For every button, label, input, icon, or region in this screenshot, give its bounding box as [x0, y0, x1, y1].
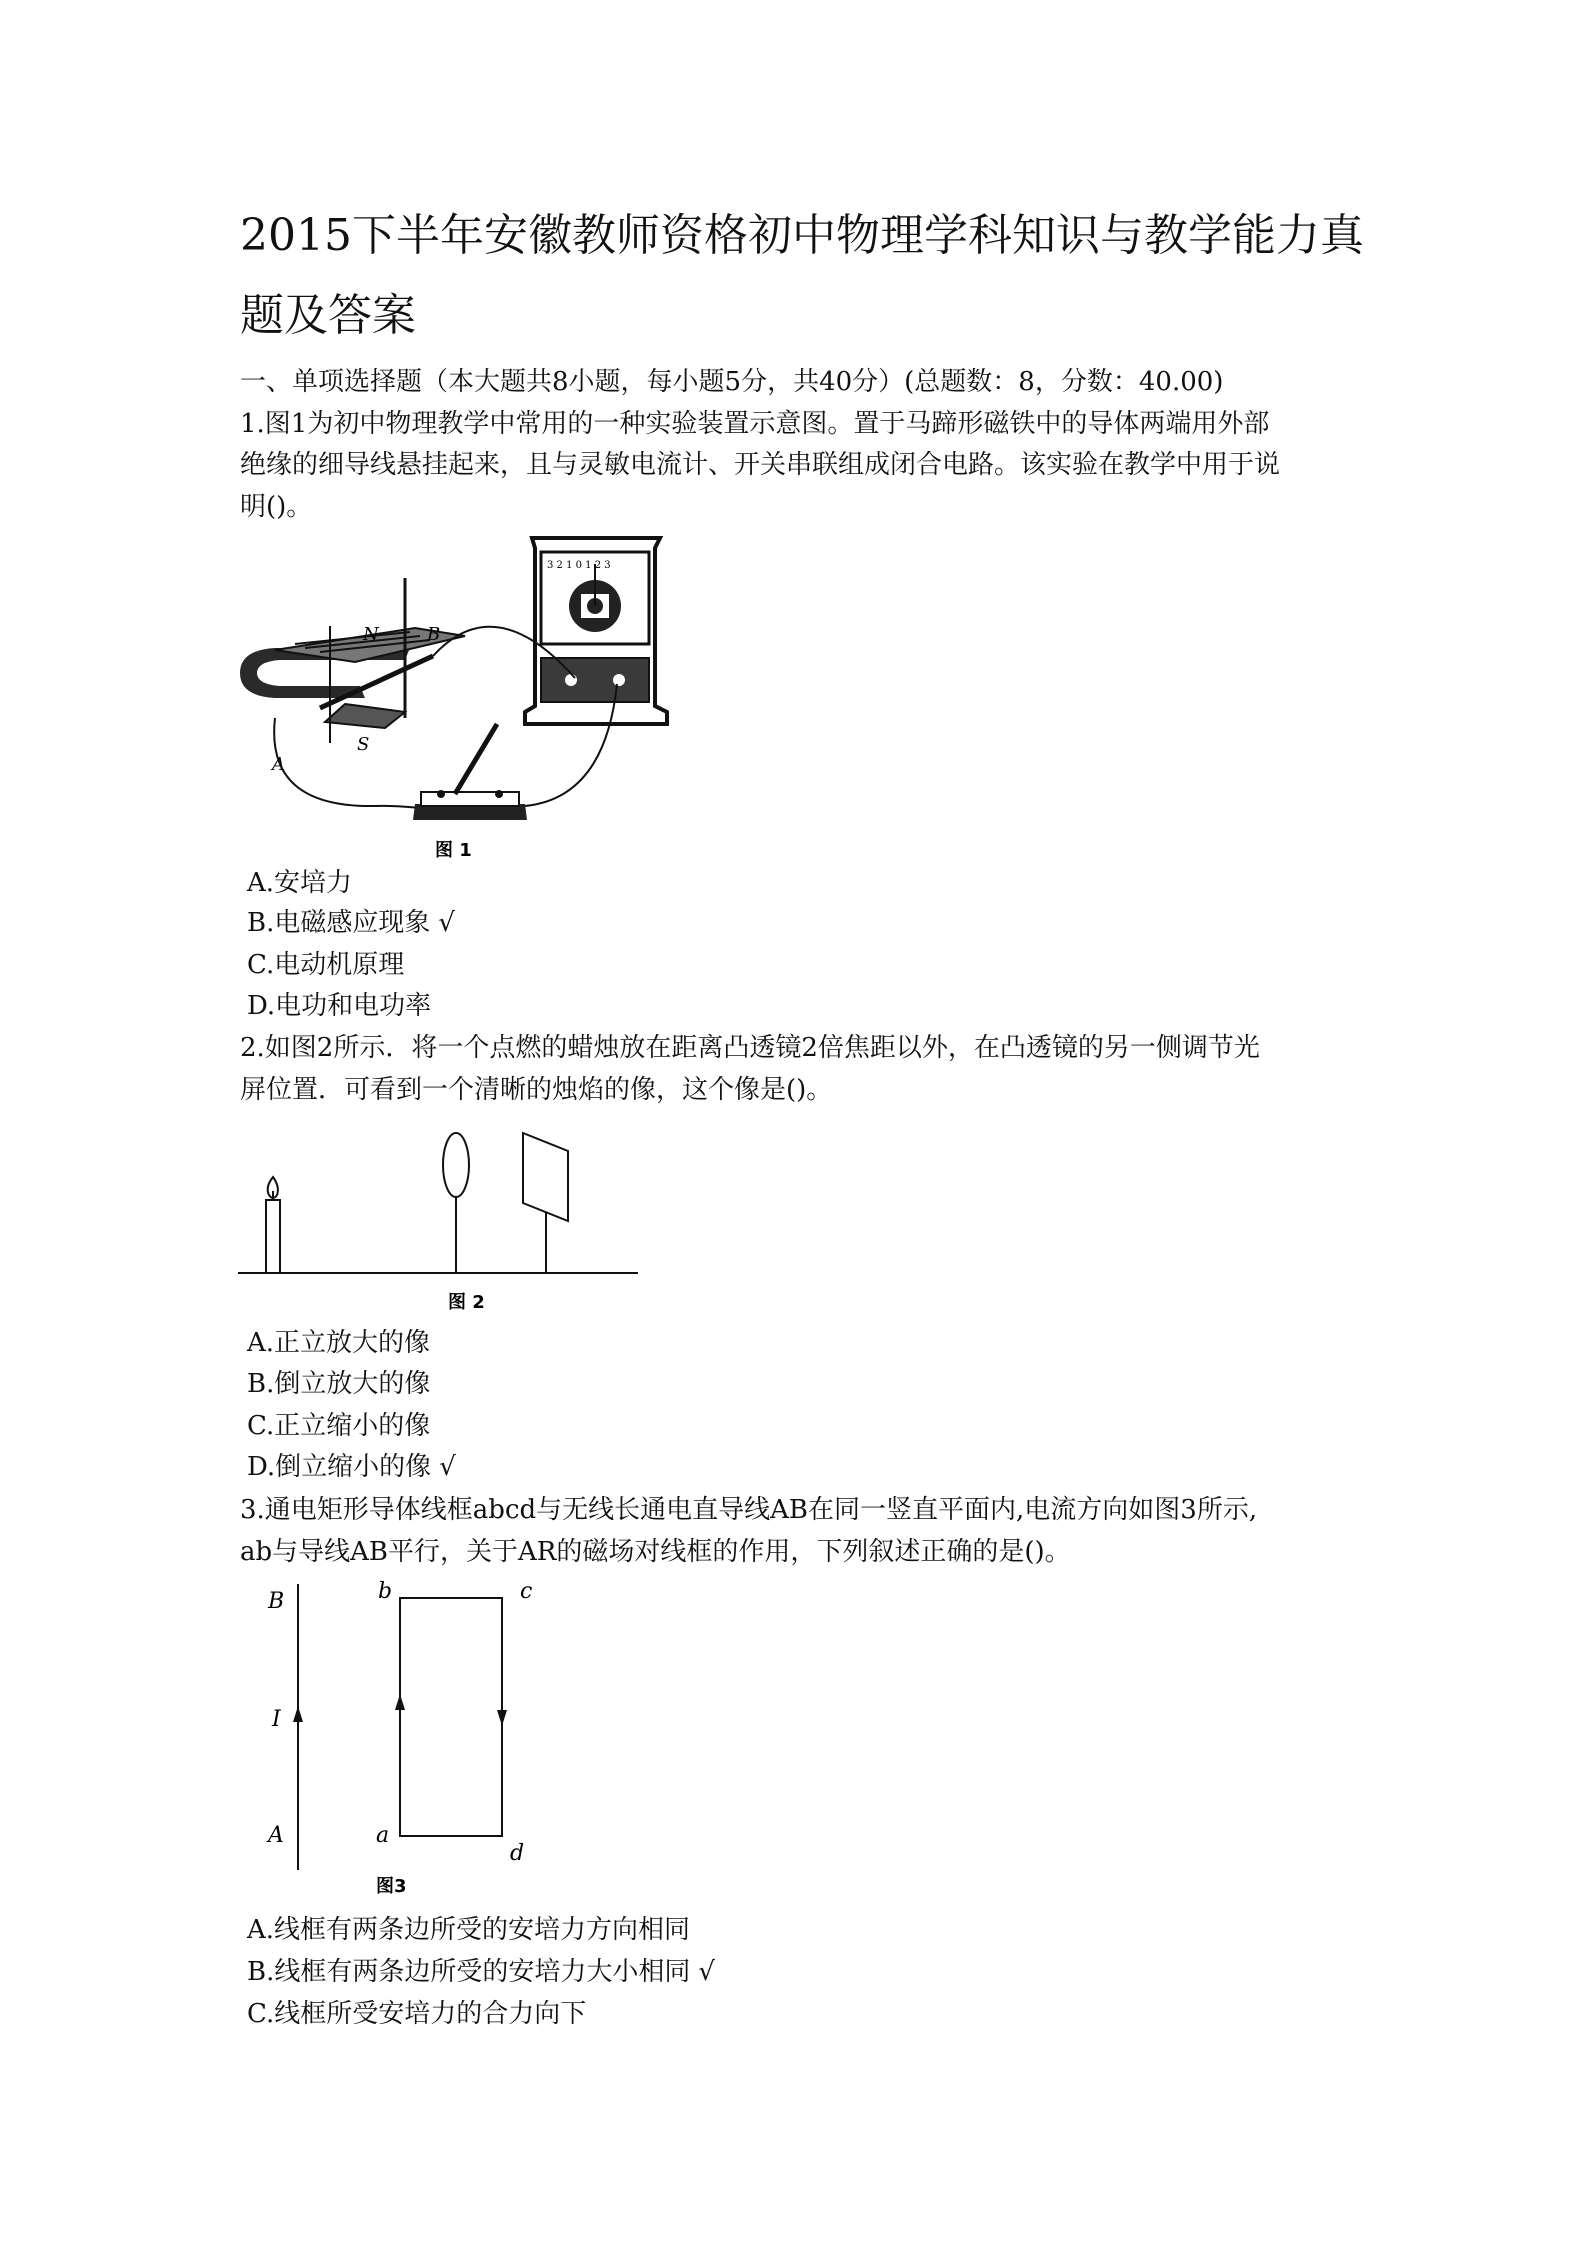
label-A: A	[272, 754, 285, 775]
label-B: B	[268, 1589, 285, 1614]
knife-switch	[413, 724, 527, 820]
label-S: S	[357, 734, 370, 755]
rectangular-loop-abcd	[400, 1598, 502, 1836]
q1-option-d: D.电功和电功率	[247, 991, 432, 1021]
correct-answer-check-icon: √	[439, 1452, 456, 1482]
q1-option-b: B.电磁感应现象 √	[247, 908, 455, 938]
q1-text-line-1: 1.图1为初中物理教学中常用的一种实验装置示意图。置于马蹄形磁铁中的导体两端用外部	[240, 409, 1270, 439]
q3-text-line-1: 3.通电矩形导体线框abcd与无线长通电直导线AB在同一竖直平面内,电流方向如图3所示,	[240, 1495, 1258, 1525]
label-I: I	[272, 1707, 281, 1732]
q1-text-line-3: 明()。	[240, 492, 313, 522]
figure-3-wire-and-loop	[240, 1570, 570, 1900]
label-N: N	[363, 624, 379, 645]
q2-text-line-1: 2.如图2所示．将一个点燃的蜡烛放在距离凸透镜2倍焦距以外，在凸透镜的另一侧调节光	[240, 1033, 1260, 1063]
q3-text-line-2: ab与导线AB平行，关于AR的磁场对线框的作用，下列叙述正确的是()。	[240, 1537, 1071, 1567]
q2-text-line-2: 屏位置．可看到一个清晰的烛焰的像，这个像是()。	[240, 1075, 833, 1105]
q2-option-c: C.正立缩小的像	[247, 1411, 431, 1441]
figure-3-caption: 图3	[376, 1876, 407, 1897]
loop-current-arrow-up	[395, 1694, 405, 1710]
q2-option-b: B.倒立放大的像	[247, 1369, 431, 1399]
q3-option-b: B.线框有两条边所受的安培力大小相同 √	[247, 1957, 715, 1987]
q1-text-line-2: 绝缘的细导线悬挂起来，且与灵敏电流计、开关串联组成闭合电路。该实验在教学中用于说	[240, 450, 1281, 480]
loop-current-arrow-down	[497, 1710, 507, 1726]
meter-scale: 3 2 1 0 1 2 3	[547, 560, 611, 571]
page-title-line-1: 2015下半年安徽教师资格初中物理学科知识与教学能力真	[240, 210, 1364, 261]
galvanometer	[525, 538, 667, 724]
label-B: B	[427, 624, 441, 645]
candle	[266, 1177, 280, 1273]
conductor-rod	[320, 656, 433, 708]
correct-answer-check-icon: √	[698, 1957, 715, 1987]
label-d: d	[510, 1841, 525, 1866]
figure-2-convex-lens-setup	[238, 1125, 648, 1315]
light-screen	[523, 1133, 568, 1273]
q2-option-d: D.倒立缩小的像 √	[247, 1452, 456, 1482]
correct-answer-check-icon: √	[438, 908, 455, 938]
wire-current-arrow-up	[293, 1706, 303, 1722]
q3-option-a: A.线框有两条边所受的安培力方向相同	[247, 1915, 691, 1945]
figure-2-caption: 图 2	[448, 1292, 485, 1313]
label-c: c	[520, 1579, 533, 1604]
section-heading: 一、单项选择题（本大题共8小题，每小题5分，共40分）(总题数：8，分数：40.00)	[240, 367, 1224, 397]
q2-option-a: A.正立放大的像	[247, 1328, 431, 1358]
q3-option-c: C.线框所受安培力的合力向下	[247, 1999, 587, 2029]
convex-lens	[443, 1133, 469, 1273]
q1-option-a: A.安培力	[247, 868, 353, 898]
page-title-line-2: 题及答案	[240, 290, 416, 341]
label-a: a	[376, 1823, 390, 1848]
q1-option-c: C.电动机原理	[247, 950, 405, 980]
figure-1-caption: 图 1	[435, 840, 472, 861]
label-A: A	[268, 1823, 284, 1848]
label-b: b	[378, 1579, 393, 1604]
figure-1-induction-apparatus	[235, 528, 675, 868]
